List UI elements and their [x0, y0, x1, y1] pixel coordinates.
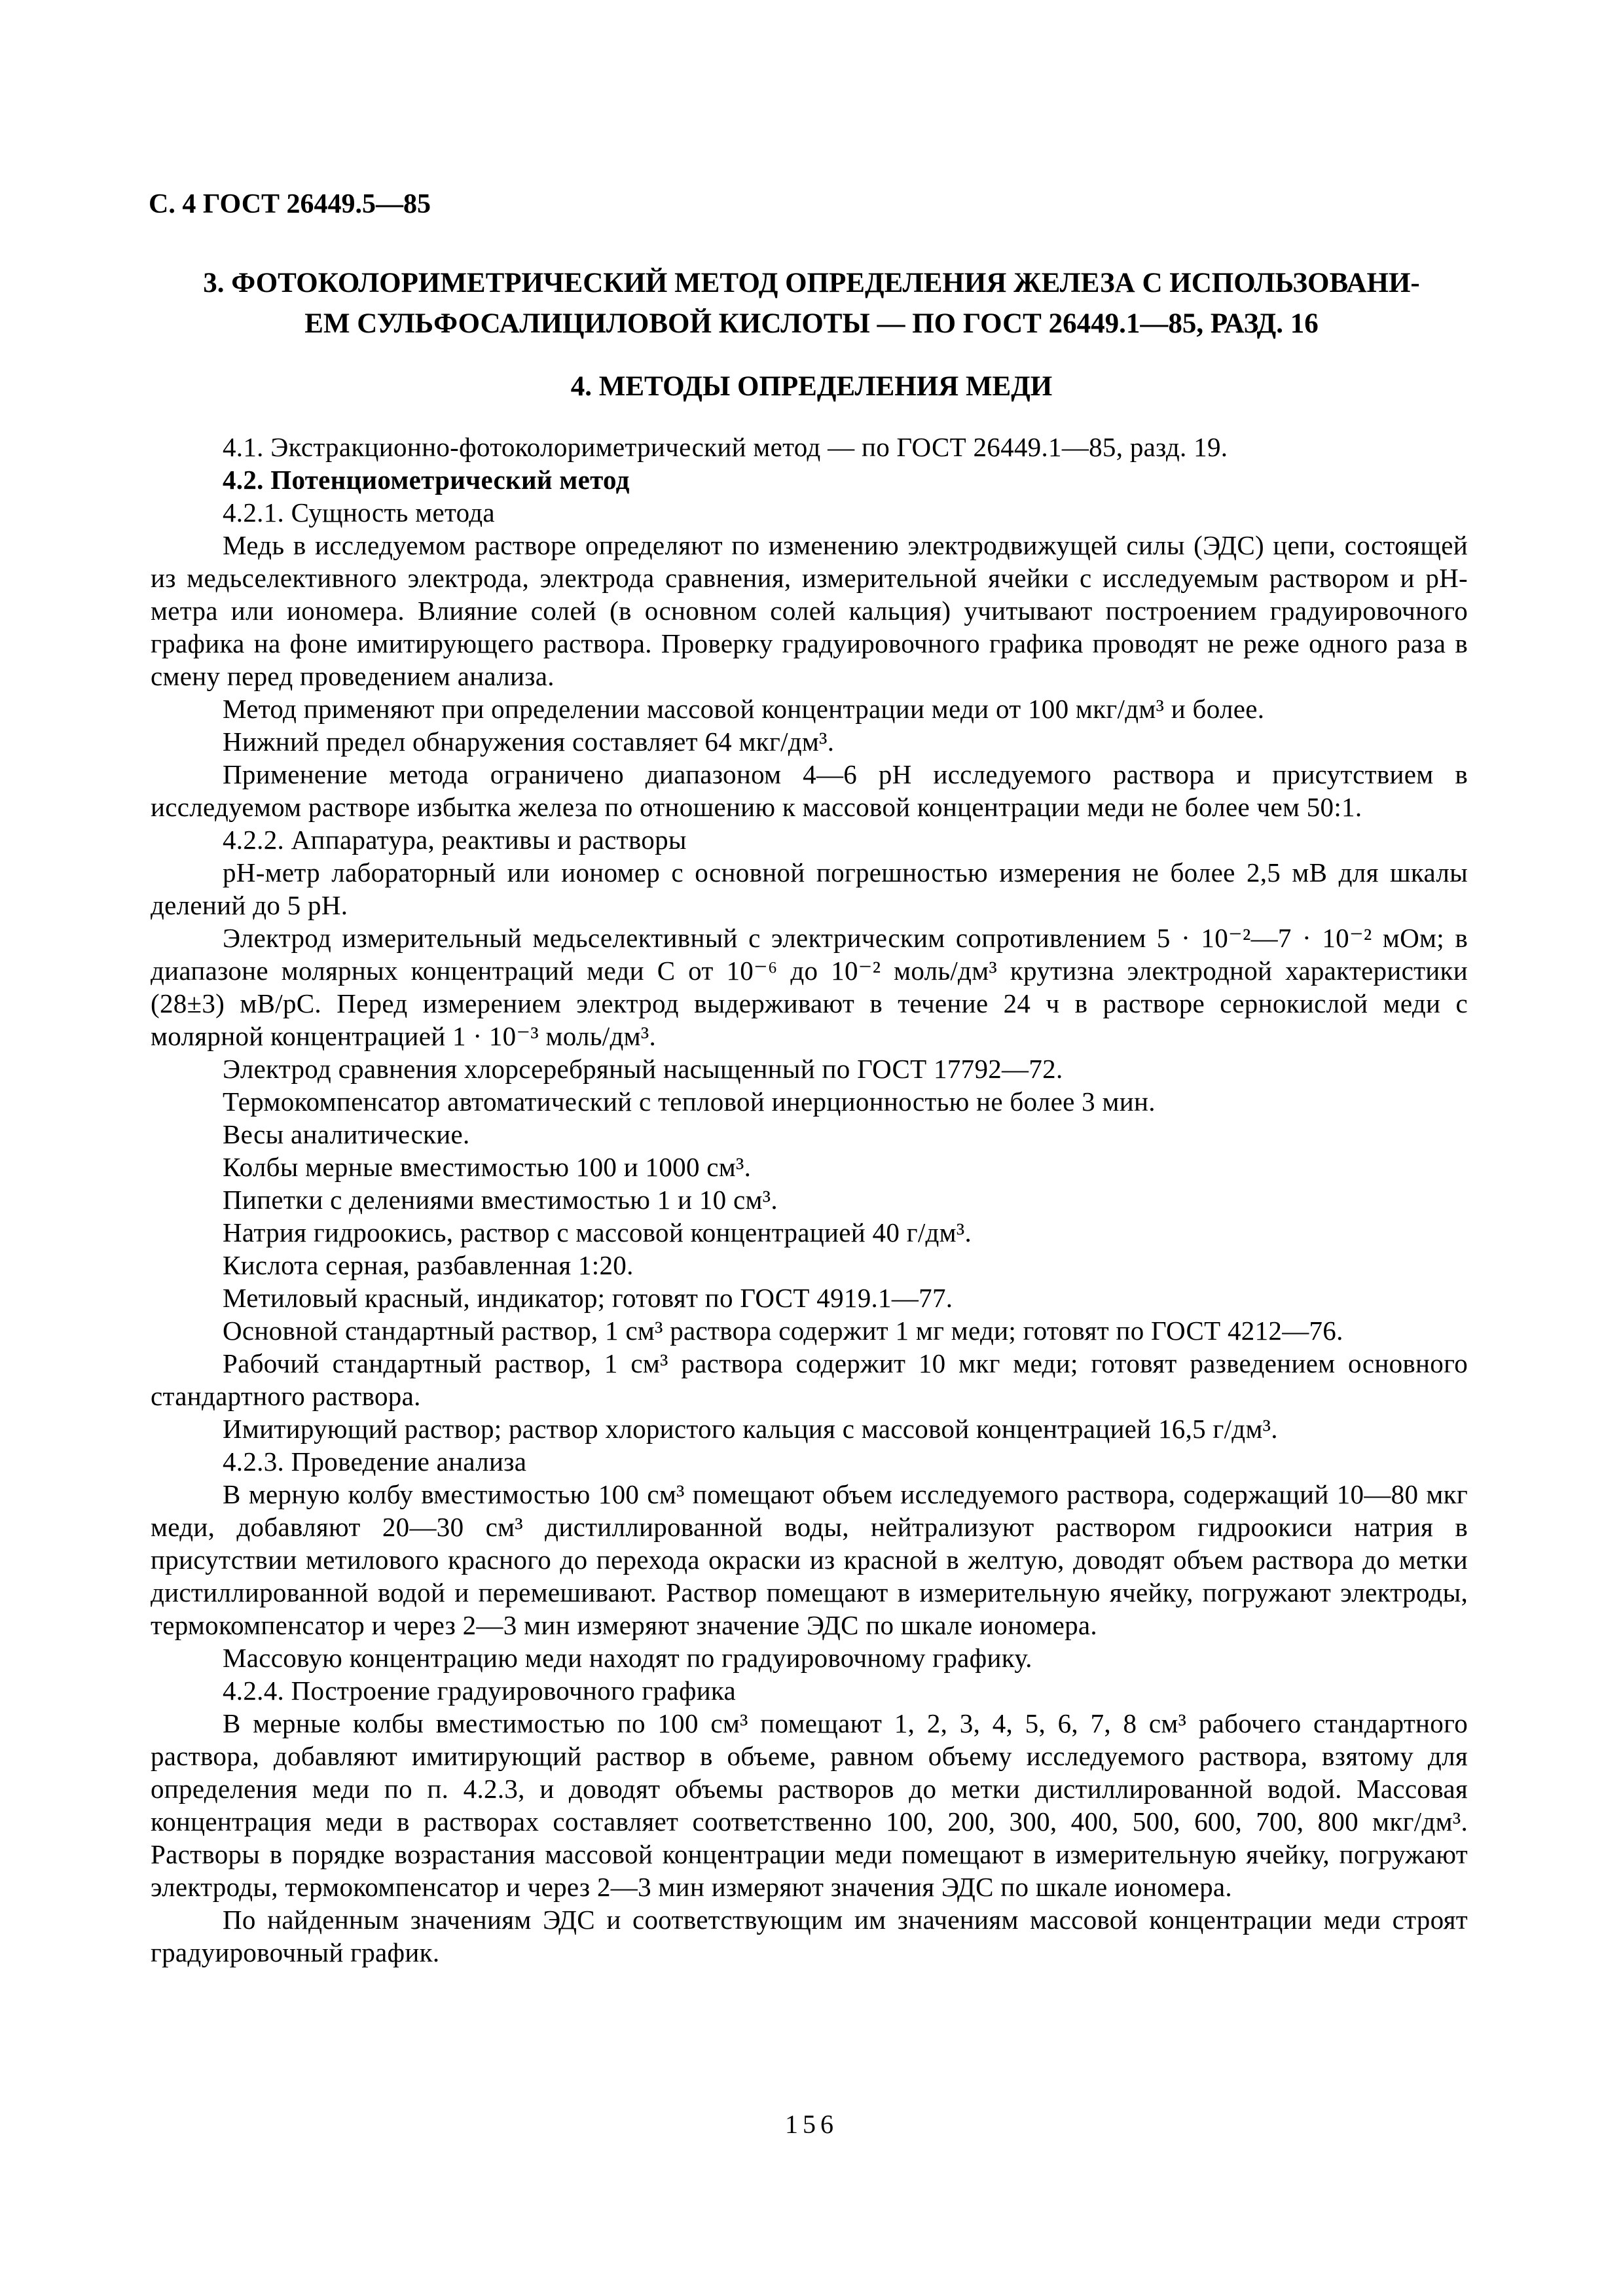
paragraph: Метиловый красный, индикатор; готовят по ГОСТ 4919.1—77. — [223, 1283, 953, 1313]
paragraph: В мерную колбу вместимостью 100 см³ помещают объем исследуемого раствора, содержащий 10—80 мкг меди, добавляют 20—30 см³ дистиллированной воды, нейтрализуют раствором гидроокиси натрия в присутствии метилового красного до перехода окраски из красной в желтую, доводят объем раствора до метки дистиллированной водой и перемешивают. Раствор помещают в измерительную ячейку, погружают электроды, термокомпенсатор и через 2—3 мин измеряют значение ЭДС по шкале иономера. — [151, 1479, 1468, 1640]
paragraph: Имитирующий раствор; раствор хлористого кальция с массовой концентрацией 16,5 г/дм³. — [223, 1414, 1278, 1444]
paragraph: Кислота серная, разбавленная 1:20. — [223, 1250, 634, 1280]
section-3-heading — [0, 263, 1623, 344]
paragraph: рН-метр лабораторный или иономер с основной погрешностью измерения не более 2,5 мВ для шкалы делений до 5 рН. — [151, 857, 1468, 920]
running-header: С. 4 ГОСТ 26449.5—85 — [149, 189, 431, 219]
paragraph: Медь в исследуемом растворе определяют по изменению электродвижущей силы (ЭДС) цепи, состоящей из медьселективного электрода, электрода сравнения, измерительной ячейки с исследуемым раствором и рН-метра или иономера. Влияние солей (в основном солей кальция) учитывают построением градуировочного графика на фоне имитирующего раствора. Проверку градуировочного графика проводят не реже одного раза в смену перед проведением анализа. — [151, 530, 1468, 691]
document-body — [151, 431, 1468, 1969]
section-4-heading: 4. МЕТОДЫ ОПРЕДЕЛЕНИЯ МЕДИ — [570, 371, 1053, 402]
page-number: 156 — [785, 2109, 838, 2139]
paragraph: Метод применяют при определении массовой концентрации меди от 100 мкг/дм³ и более. — [223, 694, 1265, 724]
paragraph: По найденным значениям ЭДС и соответствующим им значениям массовой концентрации меди строят градуировочный график. — [151, 1905, 1468, 1967]
paragraph: В мерные колбы вместимостью по 100 см³ помещают 1, 2, 3, 4, 5, 6, 7, 8 см³ рабочего стандартного раствора, добавляют имитирующий раствор в объеме, равном объему исследуемого раствора, взятому для определения меди по п. 4.2.3, и доводят объемы растворов до метки дистиллированной водой. Массовая концентрация меди в растворах составляет соответственно 100, 200, 300, 400, 500, 600, 700, 800 мкг/дм³. Растворы в порядке возрастания массовой концентрации меди помещают в измерительную ячейку, погружают электроды, термокомпенсатор и через 2—3 мин измеряют значения ЭДС по шкале иономера. — [151, 1708, 1468, 1902]
paragraph: Рабочий стандартный раствор, 1 см³ раствора содержит 10 мкг меди; готовят разведением основного стандартного раствора. — [151, 1348, 1468, 1411]
paragraph: Натрия гидроокись, раствор с массовой концентрацией 40 г/дм³. — [223, 1217, 972, 1247]
paragraph: Колбы мерные вместимостью 100 и 1000 см³. — [223, 1152, 752, 1182]
clause-4-2-1-heading: 4.2.1. Сущность метода — [223, 497, 495, 528]
paragraph: Основной стандартный раствор, 1 см³ раствора содержит 1 мг меди; готовят по ГОСТ 4212—76. — [223, 1316, 1343, 1346]
paragraph: Электрод сравнения хлорсеребряный насыщенный по ГОСТ 17792—72. — [223, 1054, 1063, 1084]
paragraph: Термокомпенсатор автоматический с тепловой инерционностью не более 3 мин. — [223, 1086, 1156, 1117]
section-3-heading-line1: 3. ФОТОКОЛОРИМЕТРИЧЕСКИЙ МЕТОД ОПРЕДЕЛЕНИЯ ЖЕЛЕЗА С ИСПОЛЬЗОВАНИ- — [203, 268, 1420, 298]
clause-4-2-4-heading: 4.2.4. Построение градуировочного графика — [223, 1676, 737, 1706]
paragraph: Электрод измерительный медьселективный с электрическим сопротивлением 5 · 10⁻²—7 · 10⁻² мОм; в диапазоне молярных концентраций меди С от 10⁻⁶ до 10⁻² моль/дм³ крутизна электродной характеристики (28±3) мВ/рС. Перед измерением электрод выдерживают в течение 24 ч в растворе сернокислой меди с молярной концентрацией 1 · 10⁻³ моль/дм³. — [151, 923, 1468, 1051]
paragraph: Массовую концентрацию меди находят по градуировочному графику. — [223, 1643, 1032, 1673]
clause-4-2-2-heading: 4.2.2. Аппаратура, реактивы и растворы — [223, 825, 687, 855]
paragraph: Нижний предел обнаружения составляет 64 мкг/дм³. — [223, 726, 835, 757]
clause-4-1: 4.1. Экстракционно-фотоколориметрический метод — по ГОСТ 26449.1—85, разд. 19. — [223, 432, 1228, 462]
clause-4-2-3-heading: 4.2.3. Проведение анализа — [223, 1446, 527, 1477]
paragraph: Пипетки с делениями вместимостью 1 и 10 см³. — [223, 1185, 778, 1215]
clause-4-2-heading: 4.2. Потенциометрический метод — [223, 465, 630, 495]
section-3-heading-line2: ЕМ СУЛЬФОСАЛИЦИЛОВОЙ КИСЛОТЫ — ПО ГОСТ 26449.1—85, РАЗД. 16 — [304, 308, 1319, 339]
paragraph: Весы аналитические. — [223, 1119, 470, 1149]
paragraph: Применение метода ограничено диапазоном 4—6 рН исследуемого раствора и присутствием в исследуемом растворе избытка железа по отношению к массовой концентрации меди не более чем 50:1. — [151, 759, 1468, 822]
